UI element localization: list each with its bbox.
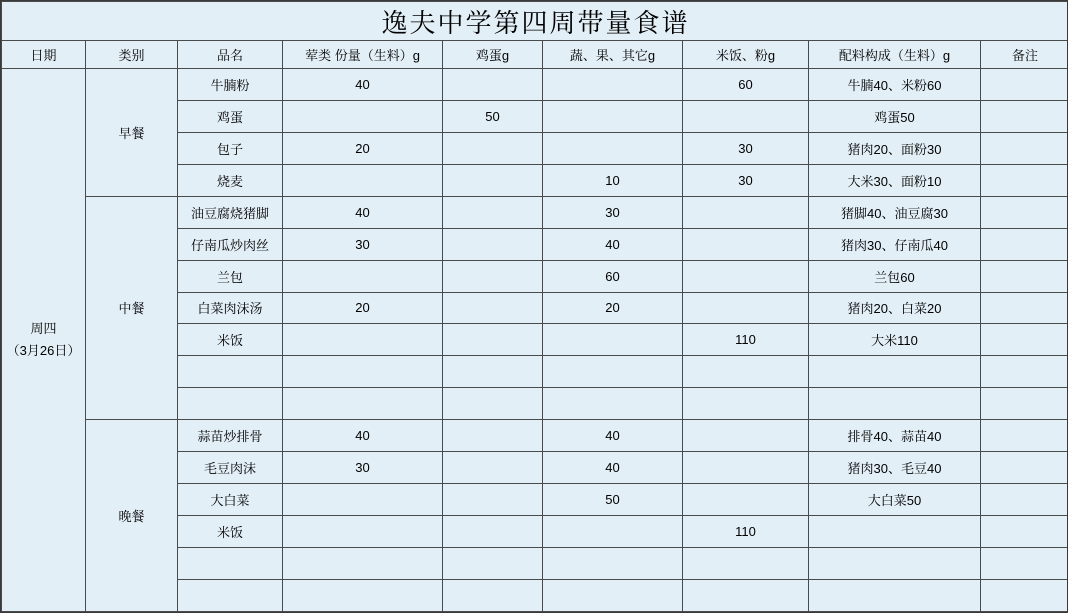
ingredients-cell: 兰包60 <box>809 260 981 292</box>
egg-amount-cell <box>443 164 543 196</box>
ingredients-cell <box>809 356 981 388</box>
note-cell <box>981 292 1068 324</box>
day-date: （3月26日） <box>6 342 81 358</box>
rice-amount-cell <box>683 292 809 324</box>
vegetable-amount-cell <box>543 388 683 420</box>
table-row <box>2 420 1068 452</box>
meat-amount-cell: 30 <box>283 452 443 484</box>
page-title: 逸夫中学第四周带量食谱 <box>2 2 1068 41</box>
rice-amount-cell <box>683 100 809 132</box>
vegetable-amount-cell: 60 <box>543 260 683 292</box>
dish-name-cell: 白菜肉沫汤 <box>178 292 283 324</box>
vegetable-amount-cell <box>543 132 683 164</box>
note-cell <box>981 484 1068 516</box>
dish-name-cell: 油豆腐烧猪脚 <box>178 196 283 228</box>
ingredients-cell <box>809 388 981 420</box>
meat-amount-cell <box>283 324 443 356</box>
rice-amount-cell: 110 <box>683 324 809 356</box>
ingredients-cell: 大米30、面粉10 <box>809 164 981 196</box>
vegetable-amount-cell: 50 <box>543 484 683 516</box>
note-cell <box>981 452 1068 484</box>
note-cell <box>981 388 1068 420</box>
rice-amount-cell <box>683 548 809 580</box>
meat-amount-cell: 40 <box>283 196 443 228</box>
meal-type-cell: 早餐 <box>86 68 178 196</box>
meat-amount-cell: 20 <box>283 132 443 164</box>
ingredients-cell: 鸡蛋50 <box>809 100 981 132</box>
meat-amount-cell: 40 <box>283 420 443 452</box>
vegetable-amount-cell: 20 <box>543 292 683 324</box>
title-row <box>2 2 1068 41</box>
ingredients-cell: 大白菜50 <box>809 484 981 516</box>
ingredients-cell: 猪肉30、毛豆40 <box>809 452 981 484</box>
dish-name-cell: 米饭 <box>178 516 283 548</box>
egg-amount-cell <box>443 196 543 228</box>
egg-amount-cell <box>443 452 543 484</box>
column-header-note: 备注 <box>981 41 1068 69</box>
egg-amount-cell <box>443 388 543 420</box>
rice-amount-cell <box>683 260 809 292</box>
rice-amount-cell <box>683 452 809 484</box>
ingredients-cell: 猪脚40、油豆腐30 <box>809 196 981 228</box>
ingredients-cell: 排骨40、蒜苗40 <box>809 420 981 452</box>
egg-amount-cell <box>443 132 543 164</box>
note-cell <box>981 228 1068 260</box>
egg-amount-cell <box>443 292 543 324</box>
note-cell <box>981 68 1068 100</box>
rice-amount-cell: 30 <box>683 132 809 164</box>
vegetable-amount-cell <box>543 324 683 356</box>
vegetable-amount-cell <box>543 516 683 548</box>
rice-amount-cell <box>683 420 809 452</box>
note-cell <box>981 100 1068 132</box>
egg-amount-cell <box>443 420 543 452</box>
vegetable-amount-cell: 40 <box>543 228 683 260</box>
rice-amount-cell <box>683 579 809 611</box>
ingredients-cell <box>809 516 981 548</box>
note-cell <box>981 132 1068 164</box>
dish-name-cell <box>178 356 283 388</box>
dish-name-cell: 大白菜 <box>178 484 283 516</box>
vegetable-amount-cell <box>543 548 683 580</box>
column-header-dish: 品名 <box>178 41 283 69</box>
meat-amount-cell: 30 <box>283 228 443 260</box>
dish-name-cell: 兰包 <box>178 260 283 292</box>
note-cell <box>981 324 1068 356</box>
meat-amount-cell <box>283 579 443 611</box>
dish-name-cell: 蒜苗炒排骨 <box>178 420 283 452</box>
header-row <box>2 41 1068 69</box>
note-cell <box>981 356 1068 388</box>
meat-amount-cell <box>283 548 443 580</box>
column-header-vegetable: 蔬、果、其它g <box>543 41 683 69</box>
menu-table-body <box>2 2 1068 612</box>
ingredients-cell <box>809 579 981 611</box>
menu-table <box>1 1 1068 612</box>
ingredients-cell: 猪肉20、面粉30 <box>809 132 981 164</box>
meat-amount-cell: 40 <box>283 68 443 100</box>
egg-amount-cell <box>443 579 543 611</box>
dish-name-cell: 仔南瓜炒肉丝 <box>178 228 283 260</box>
rice-amount-cell: 110 <box>683 516 809 548</box>
dish-name-cell: 包子 <box>178 132 283 164</box>
vegetable-amount-cell <box>543 356 683 388</box>
column-header-type: 类别 <box>86 41 178 69</box>
column-header-date: 日期 <box>2 41 86 69</box>
meat-amount-cell <box>283 260 443 292</box>
egg-amount-cell: 50 <box>443 100 543 132</box>
ingredients-cell <box>809 548 981 580</box>
meat-amount-cell: 20 <box>283 292 443 324</box>
egg-amount-cell <box>443 484 543 516</box>
egg-amount-cell <box>443 356 543 388</box>
egg-amount-cell <box>443 228 543 260</box>
dish-name-cell <box>178 388 283 420</box>
table-row <box>2 196 1068 228</box>
meat-amount-cell <box>283 388 443 420</box>
dish-name-cell: 毛豆肉沫 <box>178 452 283 484</box>
egg-amount-cell <box>443 516 543 548</box>
column-header-egg: 鸡蛋g <box>443 41 543 69</box>
dish-name-cell: 烧麦 <box>178 164 283 196</box>
note-cell <box>981 196 1068 228</box>
vegetable-amount-cell <box>543 579 683 611</box>
note-cell <box>981 260 1068 292</box>
vegetable-amount-cell: 30 <box>543 196 683 228</box>
ingredients-cell: 大米110 <box>809 324 981 356</box>
rice-amount-cell: 60 <box>683 68 809 100</box>
meal-type-cell: 晚餐 <box>86 420 178 612</box>
meat-amount-cell <box>283 100 443 132</box>
note-cell <box>981 516 1068 548</box>
note-cell <box>981 548 1068 580</box>
rice-amount-cell <box>683 388 809 420</box>
rice-amount-cell: 30 <box>683 164 809 196</box>
note-cell <box>981 164 1068 196</box>
dish-name-cell <box>178 548 283 580</box>
rice-amount-cell <box>683 356 809 388</box>
table-row <box>2 68 1068 100</box>
ingredients-cell: 猪肉30、仔南瓜40 <box>809 228 981 260</box>
meat-amount-cell <box>283 164 443 196</box>
rice-amount-cell <box>683 484 809 516</box>
ingredients-cell: 猪肉20、白菜20 <box>809 292 981 324</box>
ingredients-cell: 牛腩40、米粉60 <box>809 68 981 100</box>
egg-amount-cell <box>443 548 543 580</box>
column-header-rice: 米饭、粉g <box>683 41 809 69</box>
note-cell <box>981 579 1068 611</box>
dish-name-cell <box>178 579 283 611</box>
rice-amount-cell <box>683 196 809 228</box>
dish-name-cell: 牛腩粉 <box>178 68 283 100</box>
egg-amount-cell <box>443 260 543 292</box>
vegetable-amount-cell <box>543 68 683 100</box>
dish-name-cell: 鸡蛋 <box>178 100 283 132</box>
meat-amount-cell <box>283 356 443 388</box>
day-weekday: 周四 <box>30 320 57 336</box>
egg-amount-cell <box>443 324 543 356</box>
vegetable-amount-cell: 40 <box>543 452 683 484</box>
rice-amount-cell <box>683 228 809 260</box>
vegetable-amount-cell: 40 <box>543 420 683 452</box>
meat-amount-cell <box>283 516 443 548</box>
meal-type-cell: 中餐 <box>86 196 178 420</box>
day-cell <box>2 68 86 611</box>
egg-amount-cell <box>443 68 543 100</box>
vegetable-amount-cell <box>543 100 683 132</box>
column-header-ingredients: 配料构成（生料）g <box>809 41 981 69</box>
column-header-meat: 荤类 份量（生料）g <box>283 41 443 69</box>
dish-name-cell: 米饭 <box>178 324 283 356</box>
note-cell <box>981 420 1068 452</box>
meat-amount-cell <box>283 484 443 516</box>
vegetable-amount-cell: 10 <box>543 164 683 196</box>
